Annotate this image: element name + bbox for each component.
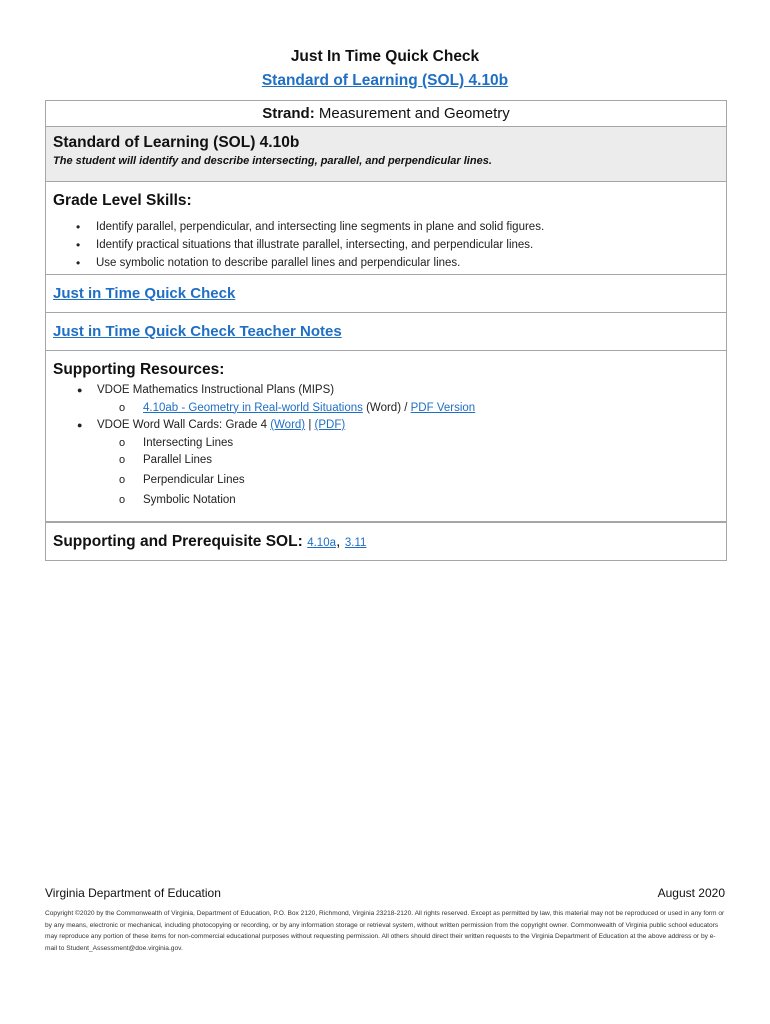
prereq-label: Supporting and Prerequisite SOL:: [53, 533, 303, 550]
sol-heading: Standard of Learning (SOL) 4.10b: [53, 134, 300, 151]
resources-row: [46, 351, 726, 522]
sol-description: The student will identify and describe intersecting, parallel, and perpendicular lines.: [53, 155, 492, 167]
quick-check-link[interactable]: Just in Time Quick Check: [53, 285, 236, 302]
skills-heading: Grade Level Skills:: [53, 192, 192, 209]
word-wall-item: ● VDOE Word Wall Cards: Grade 4 (Word) | (PDF): [53, 417, 719, 435]
word-wall-separator: |: [308, 419, 312, 431]
card-item: o Parallel Lines: [53, 452, 719, 470]
strand-value: Measurement and Geometry: [318, 105, 510, 122]
card-item: o Intersecting Lines: [53, 435, 719, 453]
mips-geometry-link[interactable]: 4.10ab - Geometry in Real-world Situations: [143, 401, 363, 414]
quick-check-row: [46, 275, 726, 313]
teacher-notes-row: [46, 313, 726, 351]
mips-pdf-link[interactable]: PDF Version: [410, 401, 476, 414]
copyright-notice: Copyright ©2020 by the Commonwealth of Virginia, Department of Education, P.O. Box 2120, Richmond, Virginia 23218-2120. All rights reserved. Except as permitted by law, this material may not be reproduced or used in any form or by any means, electronic or mechanical, including photocopying or recording, or by any information storage or retrieval system, without written permission from the copyright owner. Commonwealth of Virginia public school educators may reproduce any portion of these items for non-commercial educational purposes without requesting permission. All others should direct their written requests to the Virginia Department of Education at the above address or by e-mail to Student_Assessment@doe.virginia.gov.: [45, 910, 725, 952]
footer-org: Virginia Department of Education: [45, 886, 221, 900]
skill-item: • Identify parallel, perpendicular, and intersecting line segments in plane and solid figures.: [96, 218, 719, 236]
strand-label: Strand:: [262, 105, 315, 122]
page-title: Just In Time Quick Check: [290, 48, 480, 65]
skills-row: [46, 182, 726, 275]
prereq-link-4-10a[interactable]: 4.10a: [307, 537, 336, 549]
teacher-notes-link[interactable]: Just in Time Quick Check Teacher Notes: [53, 323, 342, 340]
sol-row: [46, 127, 726, 182]
sol-title-link[interactable]: Standard of Learning (SOL) 4.10b: [261, 72, 509, 89]
content-table: [45, 100, 727, 561]
page-subtitle: [0, 72, 770, 90]
mips-subitem: [53, 400, 719, 418]
word-wall-pdf-link[interactable]: (PDF): [314, 419, 346, 431]
prereq-separator: ,: [335, 533, 341, 550]
mips-item: ● VDOE Mathematics Instructional Plans (MIPS): [53, 382, 719, 400]
prereq-row: [46, 522, 726, 560]
skill-item: • Identify practical situations that illustrate parallel, intersecting, and perpendicular lines.: [96, 236, 719, 254]
word-wall-word-link[interactable]: (Word): [270, 419, 306, 431]
strand-row: [46, 101, 726, 127]
card-item: o Symbolic Notation: [53, 492, 719, 510]
footer: [45, 886, 725, 900]
footer-date: August 2020: [657, 886, 725, 900]
mips-word-text: (Word) /: [366, 401, 408, 414]
resources-heading: Supporting Resources:: [53, 361, 225, 378]
prereq-link-3-11[interactable]: 3.11: [344, 537, 367, 549]
skills-list: [53, 218, 719, 272]
card-item: o Perpendicular Lines: [53, 472, 719, 490]
skill-item: • Use symbolic notation to describe parallel lines and perpendicular lines.: [96, 254, 719, 272]
